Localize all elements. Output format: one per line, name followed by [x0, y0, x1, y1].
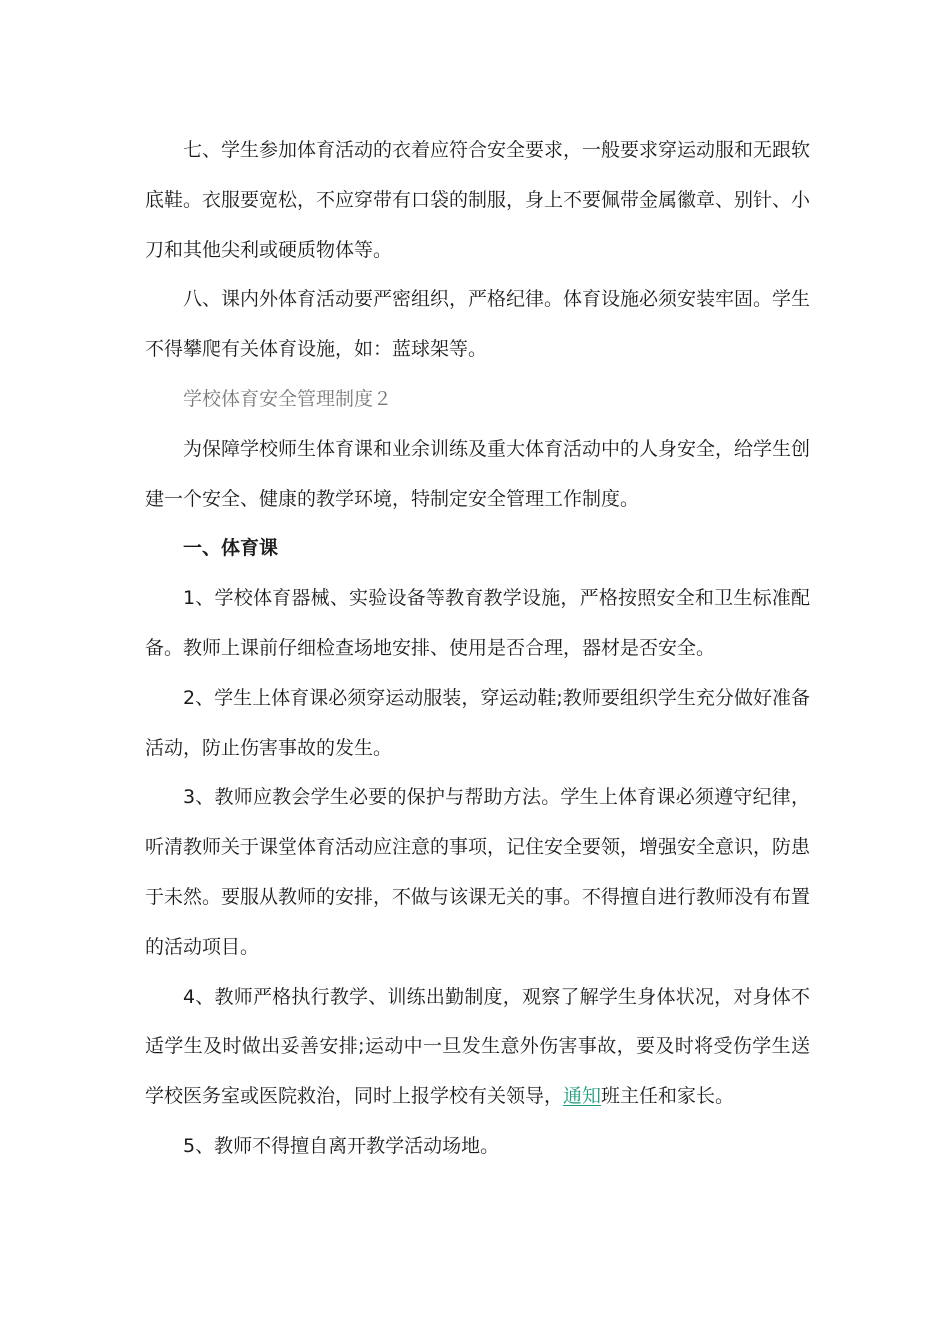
intro-paragraph: 为保障学校师生体育课和业余训练及重大体育活动中的人身安全，给学生创建一个安全、健康的教学环境，特制定安全管理工作制度。	[145, 437, 811, 510]
list-item-3: 3、教师应教会学生必要的保护与帮助方法。学生上体育课必须遵守纪律，听清教师关于课堂体育活动应注意的事项，记住安全要领，增强安全意识，防患于未然。要服从教师的安排，不做与该课无关的事。不得擅自进行教师没有布置的活动项目。	[145, 786, 811, 958]
list-item-4	[145, 973, 810, 1122]
list-item-2: 2、学生上体育课必须穿运动服装，穿运动鞋;教师要组织学生充分做好准备活动，防止伤害事故的发生。	[145, 686, 810, 759]
section-subtitle: 学校体育安全管理制度２	[183, 387, 393, 410]
notify-link[interactable]: 通知	[563, 1085, 602, 1108]
document-body	[145, 126, 810, 1172]
section-heading: 一、体育课	[183, 537, 279, 560]
list-item-4-text-after: 班主任和家长。	[601, 1085, 735, 1108]
paragraph-eight: 八、课内外体育活动要严密组织，严格纪律。体育设施必须安装牢固。学生不得攀爬有关体育设施，如：蓝球架等。	[145, 288, 811, 361]
list-item-5: 5、教师不得擅自离开教学活动场地。	[183, 1134, 500, 1157]
paragraph-seven: 七、学生参加体育活动的衣着应符合安全要求，一般要求穿运动服和无跟软底鞋。衣服要宽松，不应穿带有口袋的制服，身上不要佩带金属徽章、别针、小刀和其他尖利或硬质物体等。	[145, 139, 811, 261]
list-item-1: 1、学校体育器械、实验设备等教育教学设施，严格按照安全和卫生标准配备。教师上课前仔细检查场地安排、使用是否合理，器材是否安全。	[145, 587, 810, 659]
list-item-4-text-before: 4、教师严格执行教学、训练出勤制度，观察了解学生身体状况，对身体不适学生及时做出妥善安排;运动中一旦发生意外伤害事故，要及时将受伤学生送学校医务室或医院救治，同时上报学校有关领导，	[145, 985, 810, 1108]
